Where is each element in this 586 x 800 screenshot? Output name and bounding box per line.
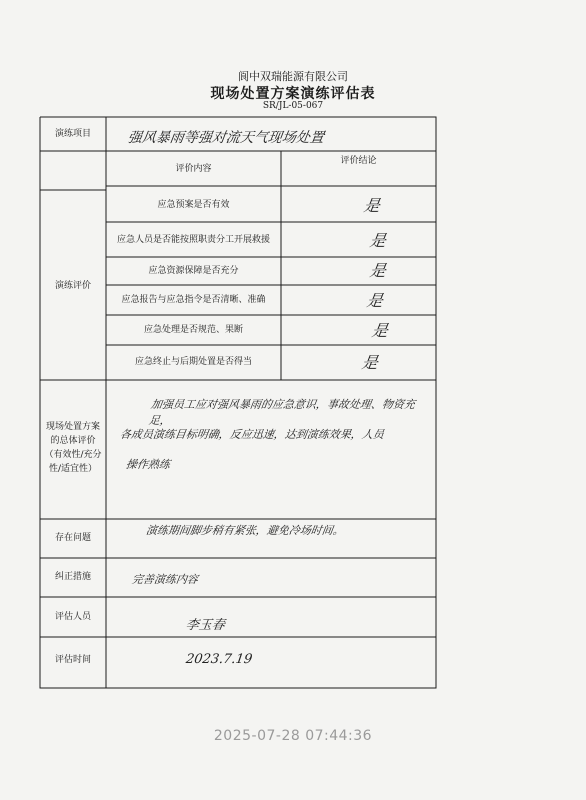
eval-time-value: 2023.7.19	[184, 652, 254, 667]
column-header-content: 评价内容	[175, 164, 212, 174]
evaluator-signature: 李玉春	[184, 618, 226, 633]
evaluation-label: 演练评价	[54, 281, 91, 291]
measures-label: 纠正措施	[54, 572, 91, 582]
eval-row-content: 应急处理是否规范、果断	[143, 325, 243, 335]
eval-row-content: 应急预案是否有效	[157, 200, 230, 210]
eval-row-conclusion: 是	[362, 196, 382, 215]
issues-value: 演练期间脚步稍有紧张，避免冷场时间。	[145, 524, 345, 537]
eval-row-content: 应急报告与应急指令是否清晰、准确	[121, 295, 266, 305]
company-name: 阆中双瑞能源有限公司	[238, 70, 348, 83]
overall-line: 操作熟练	[125, 458, 171, 471]
overall-line: 加强员工应对强风暴雨的应急意识，事故处理、物资充足，	[147, 398, 416, 427]
measures-value: 完善演练内容	[131, 573, 199, 586]
evaluator-label: 评估人员	[54, 612, 91, 622]
issues-label: 存在问题	[54, 533, 91, 543]
eval-row-conclusion: 是	[365, 291, 385, 310]
eval-row-conclusion: 是	[368, 231, 388, 250]
form-code: SR/JL-05-067	[262, 101, 324, 111]
column-header-conclusion: 评价结论	[340, 156, 377, 166]
overall-line: 各成员演练目标明确，反应迅速，达到演练效果，人员	[119, 428, 385, 441]
eval-row-conclusion: 是	[360, 353, 380, 372]
overall-label: 现场处置方案的总体评价（有效性/充分性/适宜性）	[44, 422, 102, 474]
drill-item-value: 强风暴雨等强对流天气现场处置	[126, 130, 325, 146]
drill-item-label: 演练项目	[54, 129, 91, 139]
eval-row-content: 应急资源保障是否充分	[148, 266, 239, 276]
eval-time-label: 评估时间	[54, 655, 91, 665]
scan-timestamp: 2025-07-28 07:44:36	[213, 728, 373, 744]
eval-row-content: 应急终止与后期处置是否得当	[134, 357, 252, 367]
eval-row-conclusion: 是	[370, 321, 390, 340]
eval-row-conclusion: 是	[368, 261, 388, 280]
form-title: 现场处置方案演练评估表	[210, 86, 376, 102]
eval-row-content: 应急人员是否能按照职责分工开展救援	[116, 235, 270, 245]
